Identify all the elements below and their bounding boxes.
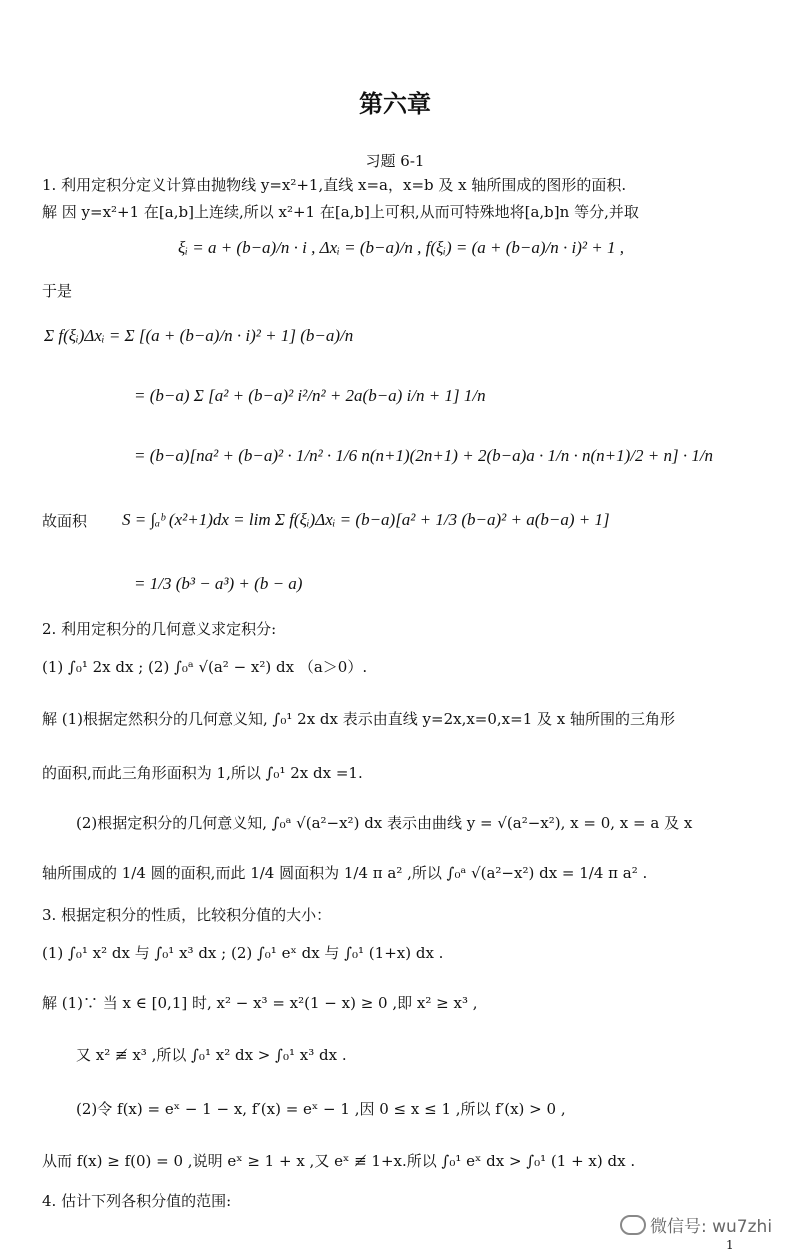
answer-2-part-1-cont: 的面积,而此三角形面积为 1,所以 ∫₀¹ 2x dx =1. bbox=[42, 764, 363, 782]
answer-1-area-result: = 1/3 (b³ − a³) + (b − a) bbox=[134, 574, 303, 593]
answer-2-part-2: (2)根据定积分的几何意义知, ∫₀ᵃ √(a²−x²) dx 表示由曲线 y = √(a²−x²), x = 0, x = a 及 x bbox=[76, 814, 693, 832]
watermark-text: 微信号: wu7zhi bbox=[650, 1217, 773, 1237]
answer-1-sum-line-2: = (b−a) Σ [a² + (b−a)² i²/n² + 2a(b−a) i/n + 1] 1/n bbox=[134, 386, 486, 405]
answer-2-part-2-cont: 轴所围成的 1/4 圆的面积,而此 1/4 圆面积为 1/4 π a² ,所以 ∫₀ᵃ √(a²−x²) dx = 1/4 π a² . bbox=[42, 864, 648, 882]
section-subtitle: 习题 6-1 bbox=[365, 152, 425, 170]
question-3-items: (1) ∫₀¹ x² dx 与 ∫₀¹ x³ dx ; (2) ∫₀¹ eˣ dx 与 ∫₀¹ (1+x) dx . bbox=[42, 944, 444, 962]
answer-1-yushi: 于是 bbox=[42, 282, 73, 300]
answer-3-part-2-cont: 从而 f(x) ≥ f(0) = 0 ,说明 eˣ ≥ 1 + x ,又 eˣ ≢ 1+x.所以 ∫₀¹ eˣ dx > ∫₀¹ (1 + x) dx . bbox=[42, 1152, 636, 1170]
answer-1-formula-xi: ξᵢ = a + (b−a)/n · i , Δxᵢ = (b−a)/n , f(ξᵢ) = (a + (b−a)/n · i)² + 1 , bbox=[178, 238, 624, 257]
question-4: 4. 估计下列各积分值的范围: bbox=[42, 1192, 232, 1210]
wechat-watermark bbox=[620, 1212, 772, 1237]
answer-1-sum-line-3: = (b−a)[na² + (b−a)² · 1/n² · 1/6 n(n+1)(2n+1) + 2(b−a)a · 1/n · n(n+1)/2 + n] · 1/n bbox=[134, 446, 714, 465]
question-2: 2. 利用定积分的几何意义求定积分: bbox=[42, 620, 277, 638]
question-3: 3. 根据定积分的性质，比较积分值的大小： bbox=[42, 906, 332, 924]
page-number: 1 bbox=[726, 1238, 734, 1252]
answer-1-intro: 解 因 y=x²+1 在[a,b]上连续,所以 x²+1 在[a,b]上可积,从而可特殊地将[a,b]n 等分,并取 bbox=[42, 203, 639, 221]
answer-2-part-1: 解 (1)根据定然积分的几何意义知, ∫₀¹ 2x dx 表示由直线 y=2x,x=0,x=1 及 x 轴所围的三角形 bbox=[42, 710, 676, 728]
answer-3-part-2: (2)令 f(x) = eˣ − 1 − x, f′(x) = eˣ − 1 ,因 0 ≤ x ≤ 1 ,所以 f′(x) > 0 , bbox=[76, 1100, 566, 1118]
question-2-items: (1) ∫₀¹ 2x dx ; (2) ∫₀ᵃ √(a² − x²) dx （a＞0）. bbox=[42, 658, 368, 676]
answer-1-sum-line-1: Σ f(ξᵢ)Δxᵢ = Σ [(a + (b−a)/n · i)² + 1] (b−a)/n bbox=[44, 326, 354, 345]
answer-1-area-formula: S = ∫ₐᵇ (x²+1)dx = lim Σ f(ξᵢ)Δxᵢ = (b−a)[a² + 1/3 (b−a)² + a(b−a) + 1] bbox=[122, 510, 610, 529]
answer-3-part-1: 解 (1)∵ 当 x ∈ [0,1] 时, x² − x³ = x²(1 − x) ≥ 0 ,即 x² ≥ x³ , bbox=[42, 994, 478, 1012]
question-1: 1. 利用定积分定义计算由抛物线 y=x²+1,直线 x=a，x=b 及 x 轴所围成的图形的面积. bbox=[42, 176, 627, 194]
answer-1-area-label: 故面积 bbox=[42, 512, 88, 530]
chapter-title: 第六章 bbox=[359, 90, 431, 118]
answer-3-part-1-cont: 又 x² ≢ x³ ,所以 ∫₀¹ x² dx > ∫₀¹ x³ dx . bbox=[76, 1046, 347, 1064]
wechat-icon bbox=[620, 1215, 646, 1235]
